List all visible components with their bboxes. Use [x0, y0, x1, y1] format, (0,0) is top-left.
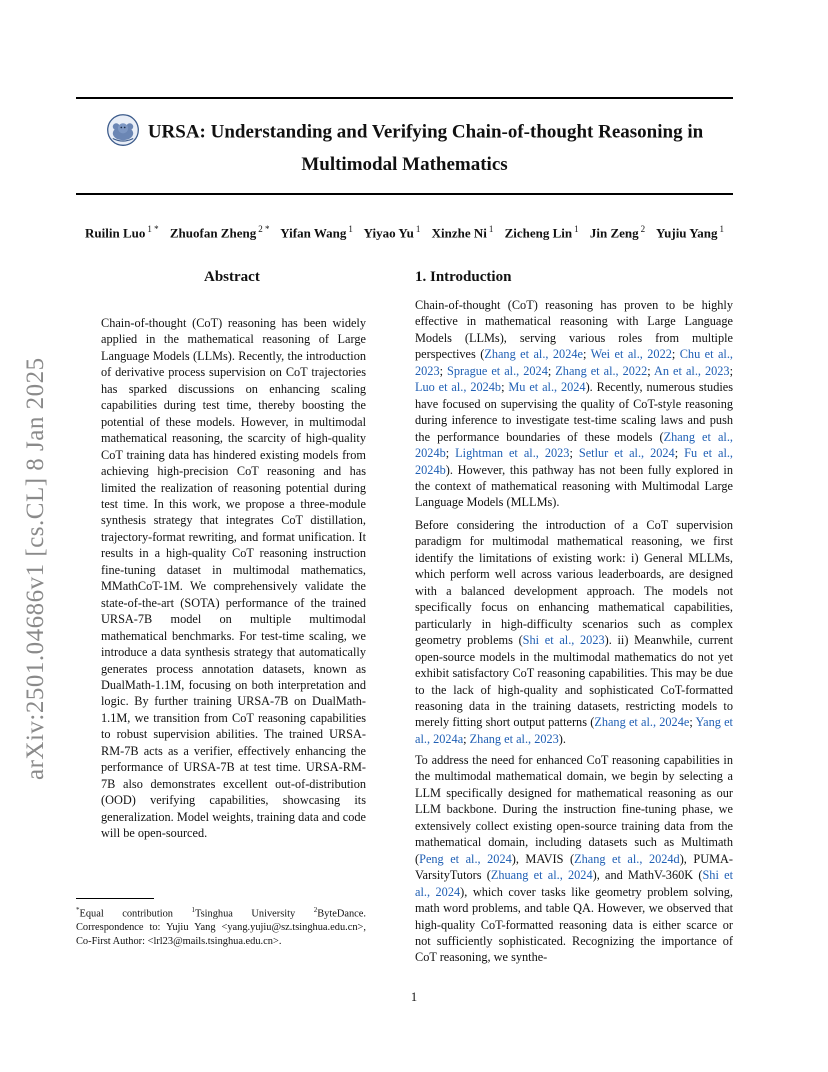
title-line-2: Multimodal Mathematics: [301, 154, 508, 175]
citation-link[interactable]: Mu et al., 2024: [508, 380, 586, 395]
paragraph-text: ;: [671, 347, 680, 362]
author-affiliation: 1: [415, 224, 421, 234]
paragraph-text: ). However, this pathway has not been fully explored in the context of mathematical reasoning with Multimodal Large Language Models (MLLMs).: [415, 462, 733, 510]
author-name: Zhuofan Zheng: [169, 225, 257, 241]
paragraph-text: ), PUMA-VarsityTutors (: [415, 851, 734, 883]
citation-link[interactable]: Zhang et al., 2024d: [574, 851, 680, 866]
author-affiliation: 2 *: [258, 224, 270, 234]
author-name: Zicheng Lin: [504, 225, 573, 241]
paragraph-text: ;: [689, 715, 696, 730]
citation-link[interactable]: Zhang et al., 2024e: [484, 347, 583, 362]
paragraph-text: ;: [439, 363, 448, 378]
paragraph-text: ;: [569, 446, 579, 461]
footnote-affiliation-1: Tsinghua University: [194, 908, 314, 920]
citation-link[interactable]: Zhuang et al., 2024: [490, 868, 593, 883]
paper-title: [76, 116, 733, 180]
citation-link[interactable]: Zhang et al., 2022: [555, 363, 648, 378]
title-line-1: [76, 116, 733, 150]
author-name: Ruilin Luo: [85, 225, 146, 241]
intro-paragraph-2: [415, 517, 733, 747]
abstract-heading: Abstract: [204, 269, 260, 285]
footnote-mark: *: [76, 906, 80, 914]
title-top-rule: [76, 97, 733, 99]
author-name: Jin Zeng: [589, 225, 639, 241]
author-affiliation: 1: [719, 224, 724, 234]
citation-link[interactable]: Luo et al., 2024b: [415, 380, 502, 395]
citation-link[interactable]: Setlur et al., 2024: [578, 446, 675, 461]
paragraph-text: ).: [558, 731, 566, 746]
citation-link[interactable]: Shi et al., 2023: [522, 633, 605, 648]
author-affiliation: 2: [640, 224, 646, 234]
paragraph-text: To address the need for enhanced CoT reasoning capabilities in the multimodal mathematical domain, we begin by selecting a LLM specifically designed for mathematical reasoning as our LLM backbone. During the instruction fine-tuning phase, we extensively collect existing open-source training data from the mathematical domain, including datasets such as Multimath (: [415, 753, 733, 866]
paragraph-text: ;: [501, 380, 509, 395]
footnote: [76, 903, 366, 949]
paragraph-text: ;: [463, 731, 470, 746]
footnote-aff-mark-1: 1: [191, 906, 195, 914]
citation-link[interactable]: An et al., 2023: [654, 363, 730, 378]
citation-link[interactable]: Peng et al., 2024: [419, 851, 512, 866]
footnote-aff-mark-2: 2: [313, 906, 318, 914]
author-affiliation: 1 *: [147, 224, 159, 234]
author-name: Yujiu Yang: [655, 225, 718, 241]
title-text-1: URSA: Understanding and Verifying Chain-of-thought Reasoning in: [147, 121, 704, 143]
paragraph-text: ;: [674, 446, 685, 461]
page-number: 1: [410, 990, 418, 1004]
citation-link[interactable]: Zhang et al., 2024e: [594, 715, 690, 730]
paragraph-text: ;: [647, 363, 655, 378]
paragraph-text: ). ii) Meanwhile, current open-source models in the multimodal mathematics do not yet exhibit satisfactory CoT reasoning capabilities. This may be due to the lack of high-quality and sophisticated CoT-formatted reasoning data in the training datasets, restricting models to merely fitting short output patterns (: [415, 633, 733, 730]
introduction-heading: 1. Introduction: [415, 269, 512, 285]
author-name: Xinzhe Ni: [431, 225, 487, 241]
author-affiliation: 1: [574, 224, 579, 234]
paragraph-text: ), MAVIS (: [511, 851, 575, 866]
paragraph-text: ;: [582, 347, 591, 362]
footnote-equal-contribution: Equal contribution: [79, 908, 192, 920]
author-affiliation: 1: [348, 224, 353, 234]
citation-link[interactable]: Sprague et al., 2024: [447, 363, 548, 378]
footnote-affiliation-2: ByteDance. Correspondence to: Yujiu Yang <yang.yujiu@sz.tsinghua.edu.cn>, Co-First Author: <lrl23@mails.tsinghua.edu.cn>.: [76, 908, 366, 948]
author-list: [76, 224, 733, 241]
bear-logo-icon: [106, 113, 140, 147]
paragraph-text: ;: [729, 363, 733, 378]
citation-link[interactable]: Zhang et al., 2024b: [415, 429, 733, 461]
paragraph-text: ). Recently, numerous studies have focused on supervising the quality of CoT-style reasoning during inference to investigate test-time scaling laws and push the performance boundaries of these models (: [415, 380, 734, 444]
citation-link[interactable]: Shi et al., 2024: [415, 868, 733, 899]
intro-paragraph-1: [415, 297, 733, 511]
citation-link[interactable]: Yang et al., 2024a: [415, 715, 733, 746]
author-name: Yiyao Yu: [363, 225, 414, 241]
footnote-rule: [76, 898, 154, 899]
citation-link[interactable]: Lightman et al., 2023: [455, 446, 570, 461]
paragraph-text: Before considering the introduction of a CoT supervision paradigm for multimodal mathematical reasoning, we first identify the limitations of existing work: i) General MLLMs, which perform well across various leaderboards, are designed with a balanced development approach. The models not specifically focus on enhancing mathematical capabilities, particularly in high-difficulty scenarios such as complex geometry problems (: [415, 518, 733, 648]
paragraph-text: ), which cover tasks like geometry problem solving, math word problems, and table QA. However, we observed that high-quality CoT-formatted reasoning data is either scarce or not sufficiently sophisticated. Recognizing the importance of CoT reasoning, we synthe-: [415, 884, 733, 965]
paragraph-text: ;: [445, 446, 456, 461]
citation-link[interactable]: Zhang et al., 2023: [469, 731, 559, 746]
paragraph-text: Chain-of-thought (CoT) reasoning has proven to be highly effective in mathematical reasoning with Large Language Models (LLMs), serving various roles from multiple perspectives (: [415, 298, 733, 362]
citation-link[interactable]: Wei et al., 2022: [590, 347, 672, 362]
citation-link[interactable]: Chu et al., 2023: [415, 347, 733, 378]
citation-link[interactable]: Fu et al., 2024b: [415, 446, 734, 477]
author-name: Yifan Wang: [280, 225, 347, 241]
author-affiliation: 1: [488, 224, 494, 234]
intro-paragraph-3: [415, 752, 733, 966]
title-bottom-rule: [76, 193, 733, 195]
paragraph-text: ), and MathV-360K (: [592, 868, 703, 883]
arxiv-identifier-stamp: arXiv:2501.04686v1 [cs.CL] 8 Jan 2025: [22, 357, 49, 780]
paragraph-text: ;: [547, 363, 556, 378]
abstract-body: Chain-of-thought (CoT) reasoning has been widely applied in the mathematical reasoning of Large Language Models (LLMs). Recently, the introduction of derivative process supervision on CoT trajectories has sparked discussions on enhancing scaling capabilities during test time, thereby boosting the potential of these models. However, in multimodal mathematical reasoning, the scarcity of high-quality CoT training data has hindered existing models from achieving high-precision CoT reasoning and has limited the realization of reasoning potential during test time. In this work, we propose a three-module synthesis strategy that integrates CoT distillation, trajectory-format rewriting, and format unification. It results in a high-quality CoT reasoning instruction fine-tuning dataset in multimodal mathematics, MMathCoT-1M. We comprehensively validate the state-of-the-art (SOTA) performance of the trained URSA-7B model on multiple multimodal mathematical benchmarks. For test-time scaling, we introduce a data synthesis strategy that automatically generates process annotation datasets, known as DualMath-1.1M, focusing on both interpretation and logic. By further training URSA-7B on DualMath-1.1M, we transition from CoT reasoning capabilities to robust supervision abilities. The trained URSA-RM-7B acts as a verifier, effectively enhancing the performance of URSA-7B at test time. URSA-RM-7B also demonstrates excellent out-of-distribution (OOD) verifying capabilities, showcasing its generalization. Model weights, training data and code will be open-sourced.: [101, 316, 366, 841]
